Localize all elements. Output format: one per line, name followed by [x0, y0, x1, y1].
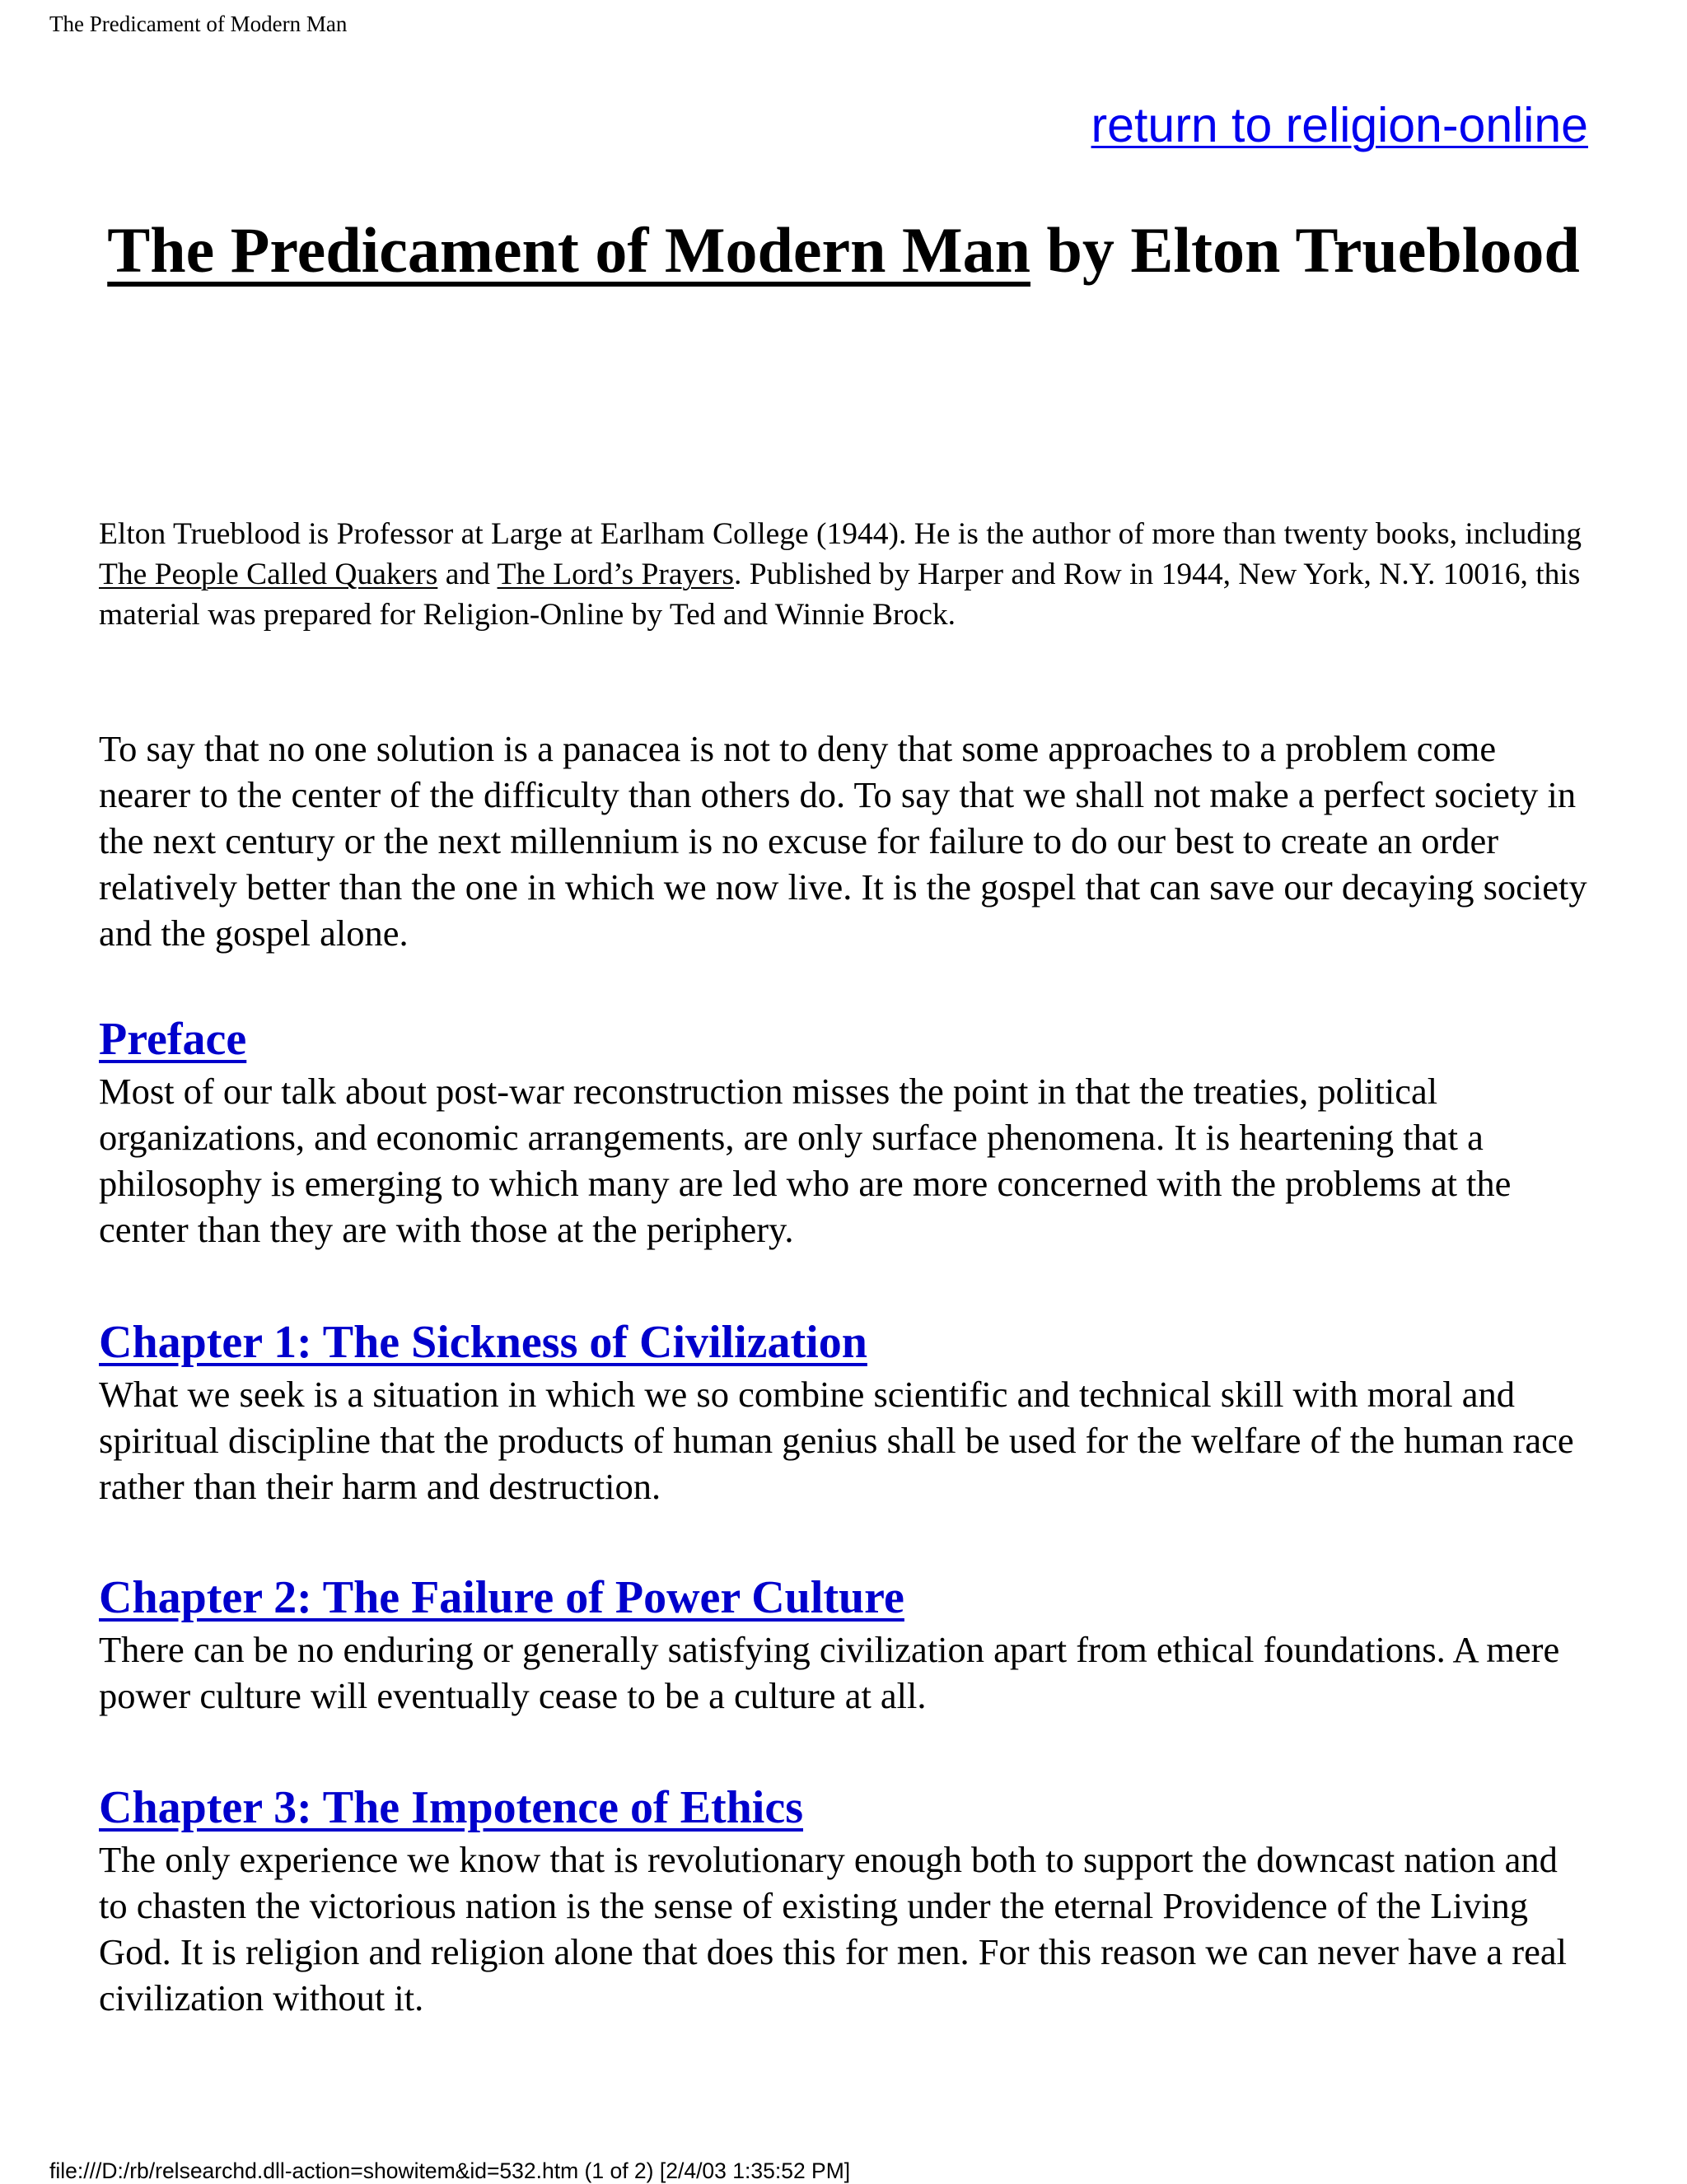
author-intro: [99, 514, 1590, 635]
intro-text-1: Elton Trueblood is Professor at Large at Earlham College (1944). He is the author of more than twenty books, including: [99, 517, 1582, 551]
section-heading: [99, 1314, 1594, 1371]
intro-text-2: and: [437, 558, 498, 591]
section-preface: [99, 1010, 1594, 1253]
chapter-1-link[interactable]: Chapter 1: The Sickness of Civilization: [99, 1317, 867, 1368]
running-header: The Predicament of Modern Man: [49, 12, 348, 36]
intro-text-3: . Published by Harper and Row in 1944, New York, N.Y. 10016, this material was prepared for Religion-Online by Ted and Winnie Brock.: [99, 558, 1581, 632]
running-footer: file:///D:/rb/relsearchd.dll-action=showitem&id=532.htm (1 of 2) [2/4/03 1:35:52 PM]: [49, 2158, 851, 2183]
section-chapter-1: [99, 1314, 1594, 1510]
preface-link[interactable]: Preface: [99, 1014, 247, 1065]
page-title: [99, 211, 1588, 290]
section-summary: What we seek is a situation in which we so combine scientific and technical skill with moral and spiritual discipline that the products of human genius shall be used for the welfare of the human race rather than their harm and destruction.: [99, 1374, 1574, 1507]
section-summary: There can be no enduring or generally satisfying civilization apart from ethical foundations. A mere power culture will eventually cease to be a culture at all.: [99, 1629, 1560, 1716]
chapter-3-link[interactable]: Chapter 3: The Impotence of Ethics: [99, 1782, 804, 1833]
section-summary: Most of our talk about post-war reconstruction misses the point in that the treaties, political organizations, and economic arrangements, are only surface phenomena. It is heartening that a philosophy is emerging to which many are led who are more concerned with the problems at the center than they are with those at the periphery.: [99, 1071, 1512, 1250]
section-heading: [99, 1779, 1594, 1836]
title-book-name: The Predicament of Modern Man: [107, 214, 1030, 286]
intro-book-title-1: The People Called Quakers: [99, 558, 438, 591]
intro-book-title-2: The Lord’s Prayers: [497, 558, 734, 591]
section-summary: The only experience we know that is revolutionary enough both to support the downcast nation and to chasten the victorious nation is the sense of existing under the eternal Providence of the Living God. It is religion and religion alone that does this for men. For this reason we can never have a real civilization without it.: [99, 1839, 1567, 2018]
book-summary: To say that no one solution is a panacea is not to deny that some approaches to a problem come nearer to the center of the difficulty than others do. To say that we shall not make a perfect society in the next century or the next millennium is no excuse for failure to do our best to create an order relatively better than the one in which we now live. It is the gospel that can save our decaying society and the gospel alone.: [99, 728, 1587, 954]
section-chapter-2: [99, 1569, 1594, 1719]
return-to-religion-online-link[interactable]: return to religion-online: [1091, 98, 1588, 152]
section-heading: [99, 1569, 1594, 1626]
section-chapter-3: [99, 1779, 1594, 2021]
chapter-2-link[interactable]: Chapter 2: The Failure of Power Culture: [99, 1572, 904, 1623]
title-author: by Elton Trueblood: [1030, 214, 1580, 286]
section-heading: [99, 1010, 1594, 1068]
